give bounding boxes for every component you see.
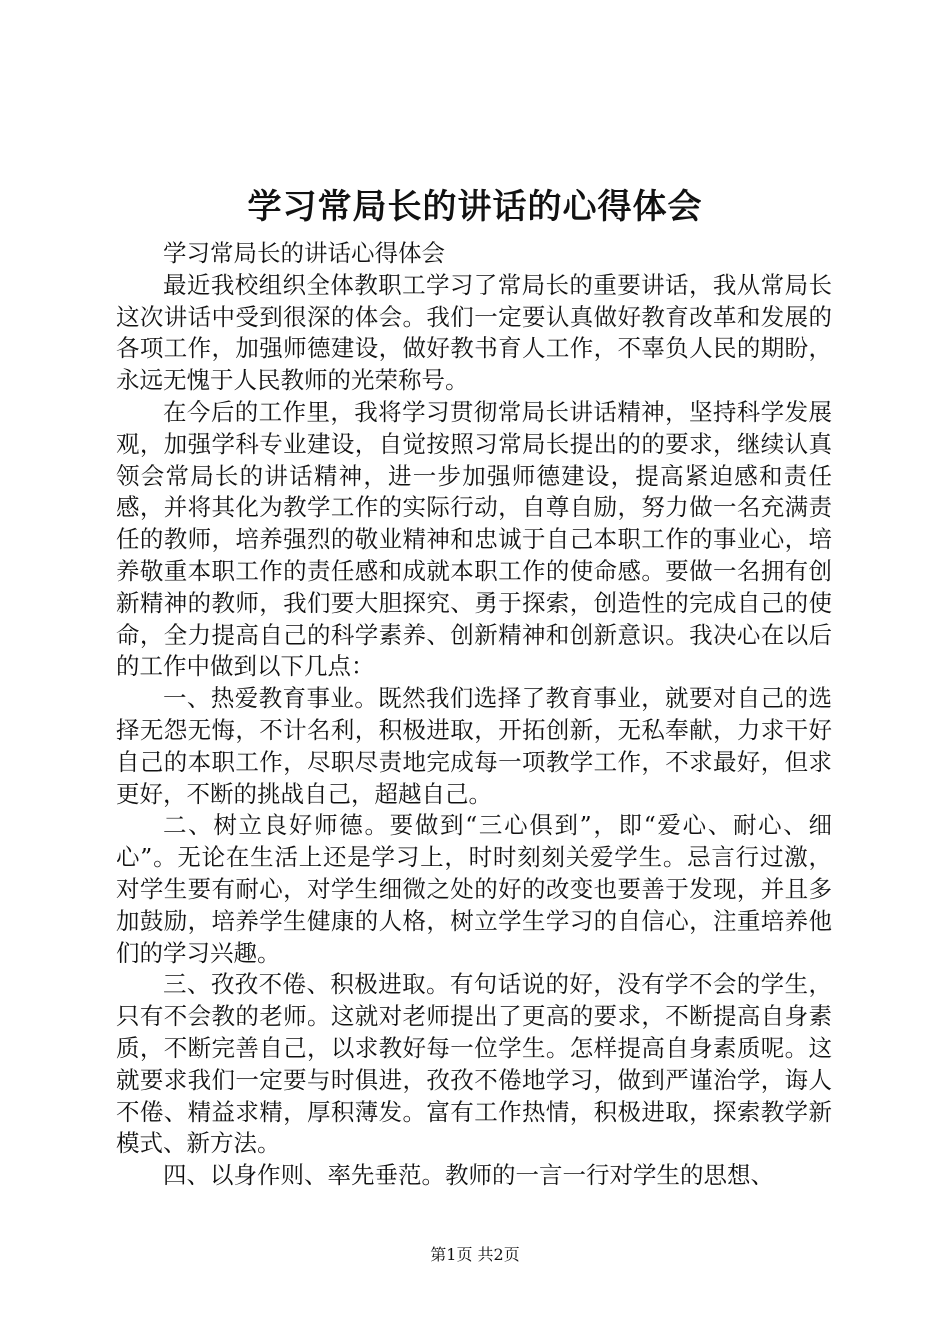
document-body (116, 238, 832, 1192)
body-paragraph: 在今后的工作里，我将学习贯彻常局长讲话精神，坚持科学发展观，加强学科专业建设，自觉按照习常局长提出的的要求，继续认真领会常局长的讲话精神，进一步加强师德建设，提高紧迫感和责任感，并将其化为教学工作的实际行动，自尊自励，努力做一名充满责任的教师，培养强烈的敬业精神和忠诚于自己本职工作的事业心，培养敬重本职工作的责任感和成就本职工作的使命感。要做一名拥有创新精神的教师，我们要大胆探究、勇于探索，创造性的完成自己的使命，全力提高自己的科学素养、创新精神和创新意识。我决心在以后的工作中做到以下几点： (116, 397, 832, 681)
body-paragraph: 三、孜孜不倦、积极进取。有句话说的好，没有学不会的学生，只有不会教的老师。这就对老师提出了更高的要求，不断提高自身素质，不断完善自己，以求教好每一位学生。怎样提高自身素质呢。这就要求我们一定要与时俱进，孜孜不倦地学习，做到严谨治学，诲人不倦、精益求精，厚积薄发。富有工作热情，积极进取，探索教学新模式、新方法。 (116, 970, 832, 1158)
body-paragraph: 四、以身作则、率先垂范。教师的一言一行对学生的思想、 (163, 1161, 774, 1190)
body-paragraph: 一、热爱教育事业。既然我们选择了教育事业，就要对自己的选择无怨无悔，不计名利，积极进取，开拓创新，无私奉献，力求干好自己的本职工作，尽职尽责地完成每一项教学工作，不求最好，但求更好，不断的挑战自己，超越自己。 (116, 684, 832, 808)
body-paragraph: 最近我校组织全体教职工学习了常局长的重要讲话，我从常局长这次讲话中受到很深的体会。我们一定要认真做好教育改革和发展的各项工作，加强师德建设，做好教书育人工作，不辜负人民的期盼，永远无愧于人民教师的光荣称号。 (116, 270, 832, 395)
subtitle-paragraph: 学习常局长的讲话心得体会 (163, 239, 445, 267)
body-paragraph: 二、树立良好师德。要做到“三心俱到”，即“爱心、耐心、细心”。无论在生活上还是学习上，时时刻刻关爱学生。忌言行过激，对学生要有耐心，对学生细微之处的好的改变也要善于发现，并且多加鼓励，培养学生健康的人格，树立学生学习的自信心，注重培养他们的学习兴趣。 (116, 811, 832, 967)
document-title: 学习常局长的讲话的心得体会 (247, 187, 703, 227)
page-footer: 第1页 共2页 (430, 1245, 520, 1264)
